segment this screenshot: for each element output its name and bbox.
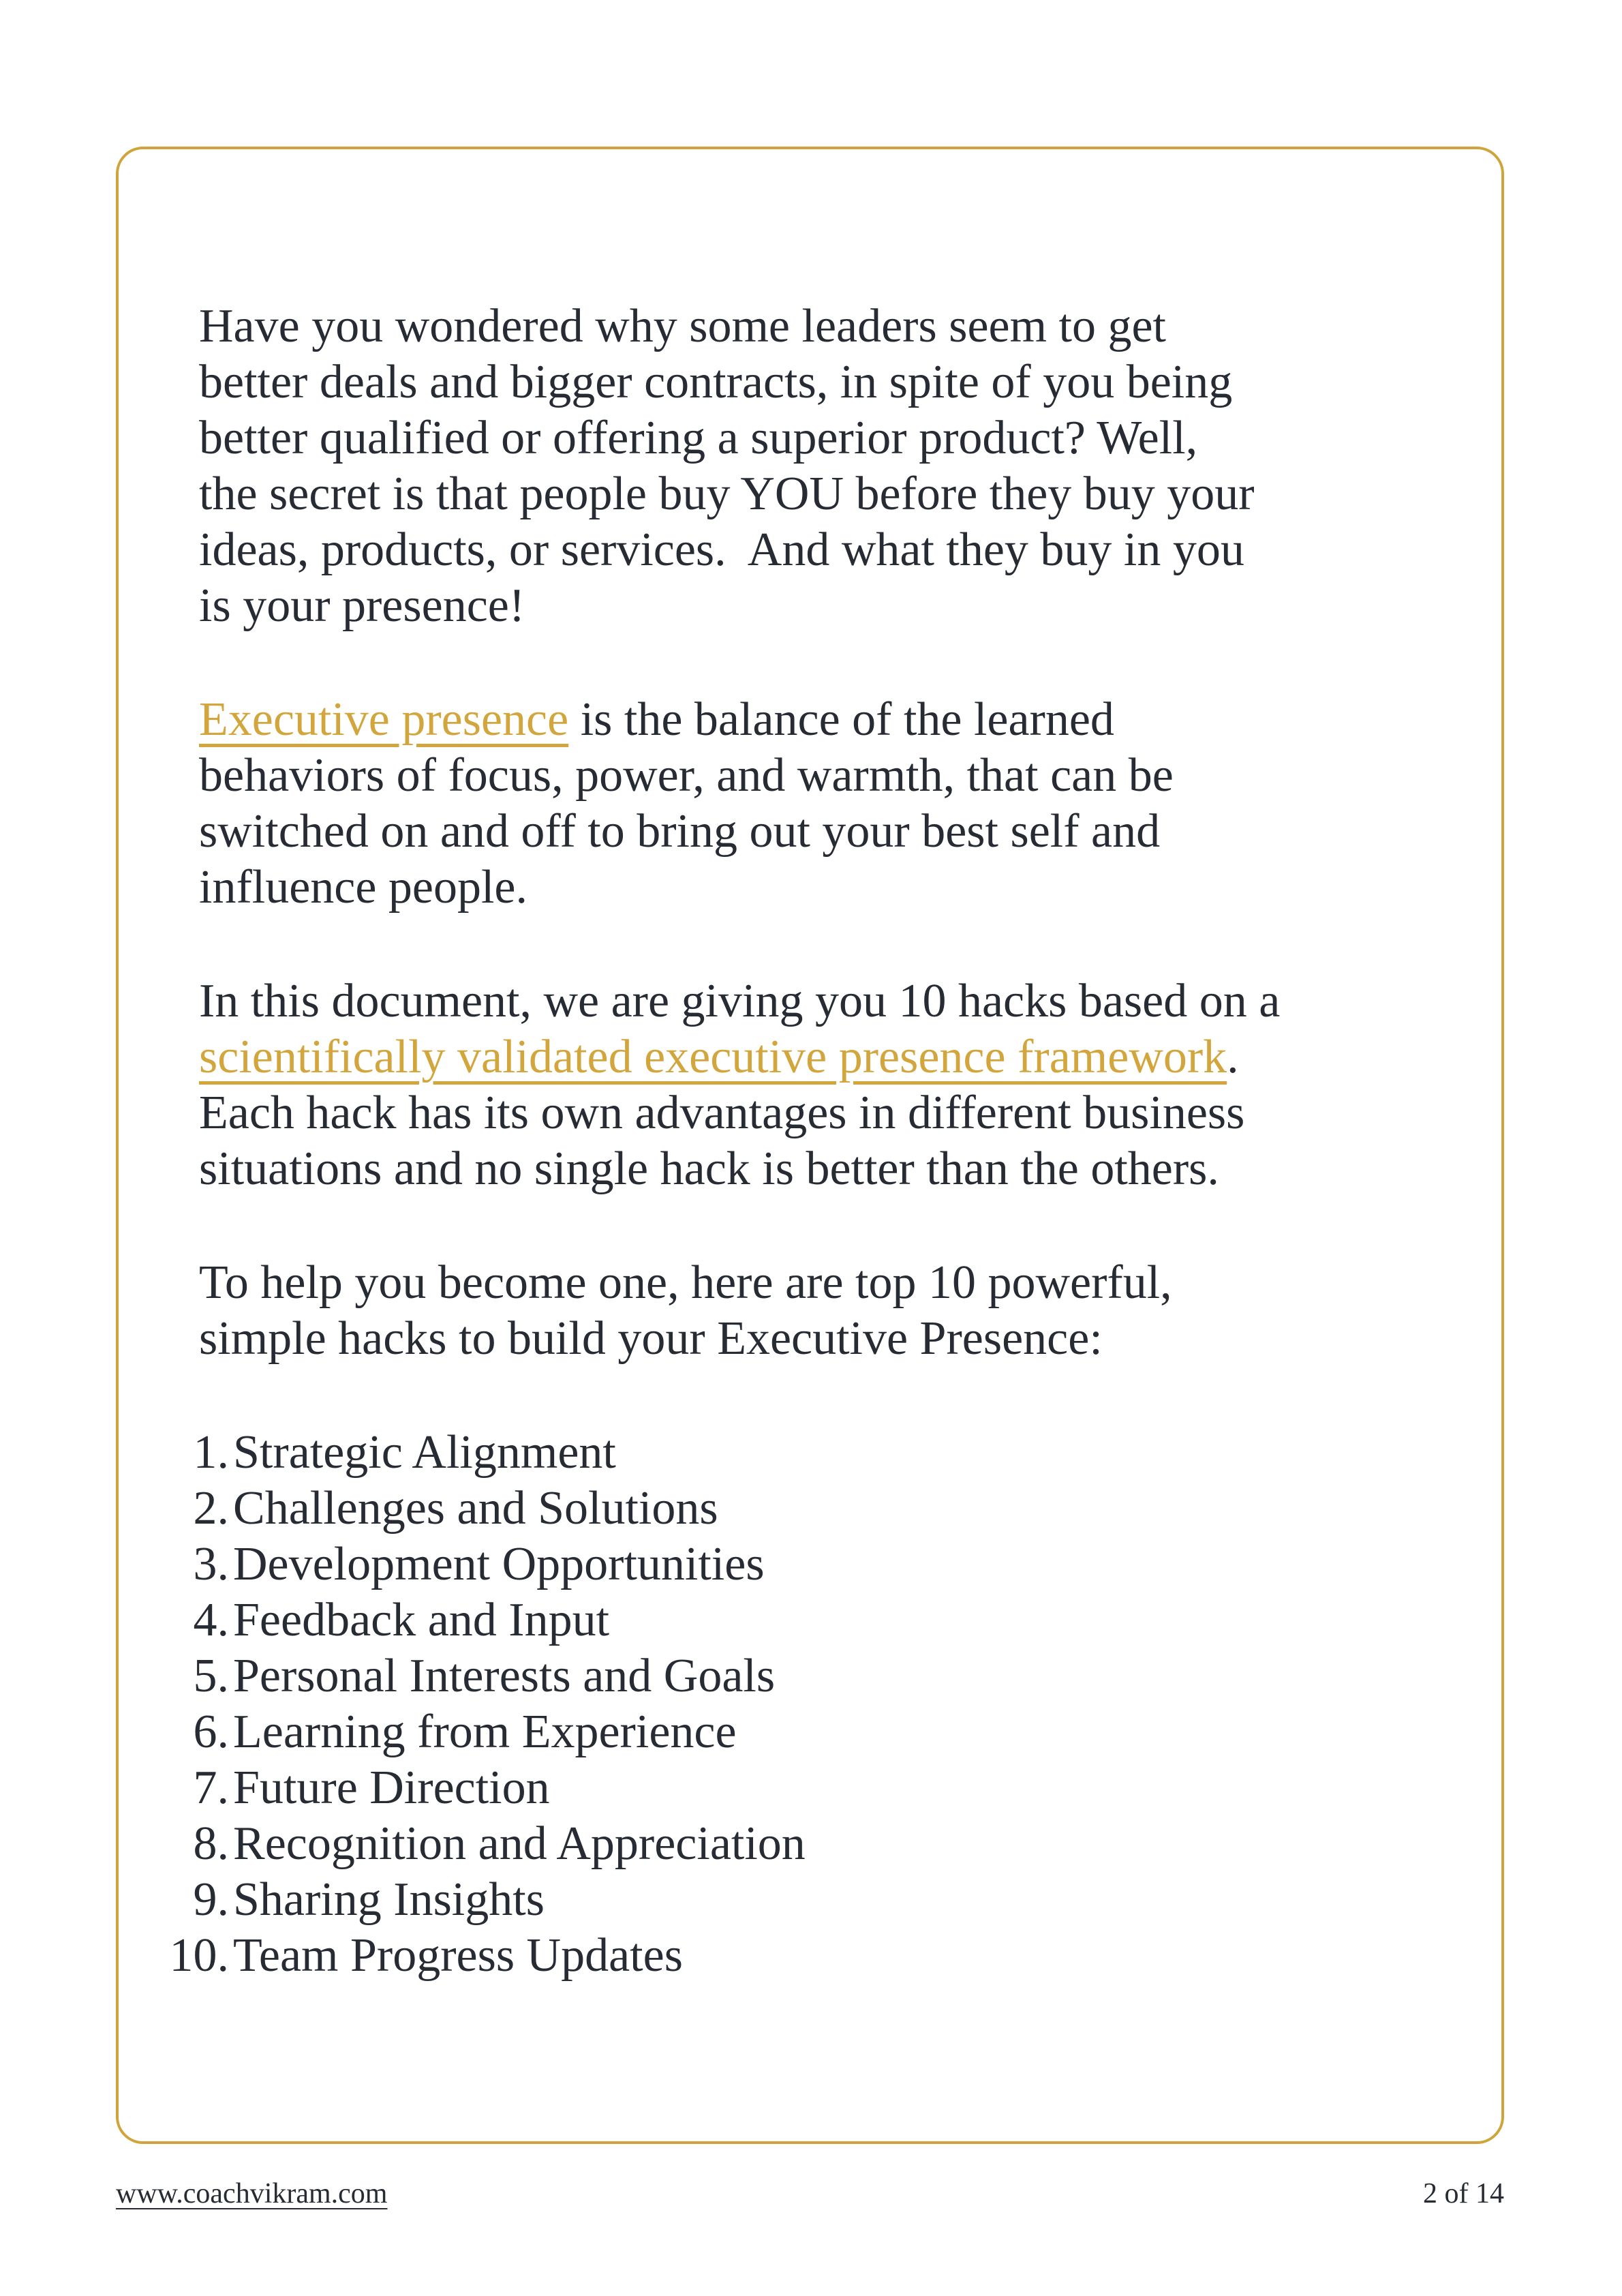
text-segment: switched on and off to bring out your best self and — [199, 805, 1161, 858]
text-segment: Have you wondered why some leaders seem to get — [199, 300, 1167, 352]
text-segment: simple hacks to build your Executive Presence: — [199, 1312, 1103, 1365]
page-footer — [116, 2177, 1504, 2211]
text-line — [199, 578, 1446, 634]
text-line — [199, 466, 1446, 522]
list-item: Strategic Alignment — [233, 1426, 616, 1479]
hacks-list — [199, 1425, 1446, 1984]
text-segment: To help you become one, here are top 10 powerful, — [199, 1256, 1172, 1309]
paragraph — [199, 1255, 1446, 1367]
text-segment: is the balance of the learned — [568, 693, 1114, 746]
text-line — [199, 692, 1446, 748]
framework-link[interactable]: scientifically validated executive presence framework — [199, 1031, 1227, 1083]
list-item: Team Progress Updates — [233, 1929, 683, 1982]
page-number: 2 of 14 — [1423, 2178, 1504, 2209]
text-line — [199, 1311, 1446, 1367]
text-line — [199, 1085, 1446, 1141]
text-segment: behaviors of focus, power, and warmth, that can be — [199, 749, 1174, 802]
list-item: Recognition and Appreciation — [233, 1817, 806, 1870]
paragraph — [199, 299, 1446, 634]
text-line — [199, 1255, 1446, 1311]
text-segment: is your presence! — [199, 579, 525, 632]
text-line — [199, 804, 1446, 860]
text-line — [199, 748, 1446, 804]
text-line — [199, 1029, 1446, 1085]
executive-presence-link[interactable]: Executive presence — [199, 693, 569, 746]
text-line — [199, 522, 1446, 578]
paragraph — [199, 692, 1446, 916]
list-item: Development Opportunities — [233, 1538, 765, 1590]
text-segment: better qualified or offering a superior product? Well, — [199, 412, 1198, 464]
text-line — [199, 1141, 1446, 1197]
list-item: Challenges and Solutions — [233, 1482, 718, 1535]
list-item: Personal Interests and Goals — [233, 1650, 776, 1702]
text-line — [199, 860, 1446, 916]
text-segment: . — [1227, 1031, 1239, 1083]
list-item: Learning from Experience — [233, 1706, 737, 1758]
text-line — [199, 973, 1446, 1029]
list-item: Future Direction — [233, 1762, 550, 1814]
text-segment: ideas, products, or services. And what they buy in you — [199, 524, 1244, 576]
text-line — [199, 410, 1446, 466]
footer-site-link[interactable]: www.coachvikram.com — [116, 2178, 388, 2209]
paragraph — [199, 973, 1446, 1197]
text-segment: Each hack has its own advantages in different business — [199, 1087, 1245, 1139]
text-line — [199, 354, 1446, 410]
page-content — [199, 299, 1446, 1984]
text-line — [199, 299, 1446, 354]
text-segment: situations and no single hack is better than the others. — [199, 1143, 1219, 1195]
text-segment: better deals and bigger contracts, in spite of you being — [199, 356, 1233, 408]
text-segment: In this document, we are giving you 10 hacks based on a — [199, 975, 1281, 1027]
text-segment: influence people. — [199, 861, 528, 913]
text-segment: the secret is that people buy YOU before they buy your — [199, 468, 1255, 520]
list-item: Sharing Insights — [233, 1873, 545, 1926]
list-item: Feedback and Input — [233, 1594, 610, 1646]
